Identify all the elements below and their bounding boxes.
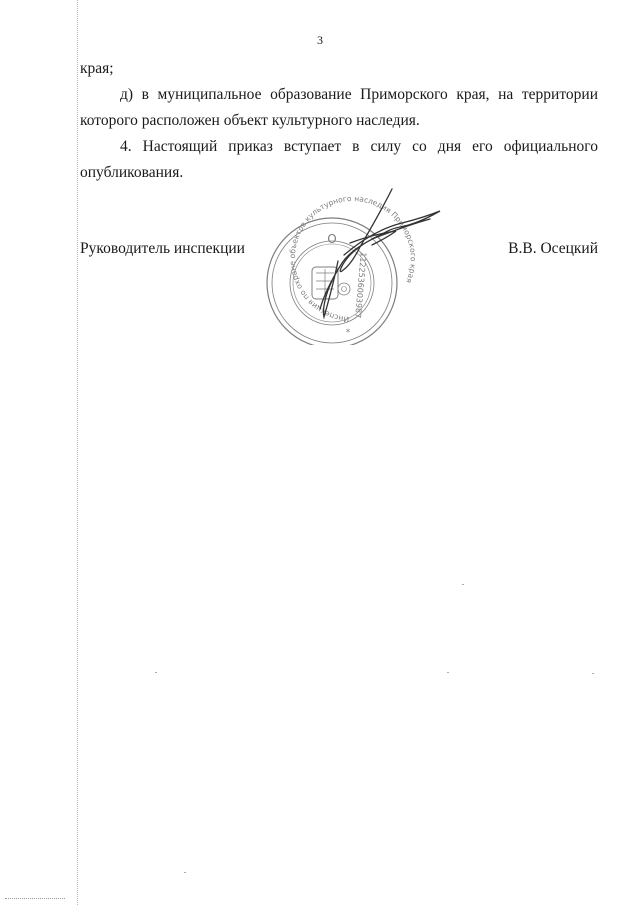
svg-text:О: О (327, 232, 337, 246)
footer-dotted-line (5, 898, 65, 899)
seal-inner-number: 1122536003987 (353, 251, 368, 319)
scan-speck (592, 673, 594, 674)
paragraph-item-d: д) в муниципальное образование Приморского края, на территории которого расположен объект культурного наследия. (80, 86, 598, 129)
scan-speck (462, 584, 464, 585)
seal-ring-text: Инспекция по охране объектов культурного наследия Приморского края (287, 193, 418, 324)
scan-speck (155, 672, 157, 673)
signatory-position: Руководитель инспекции (80, 240, 245, 257)
scan-speck (184, 872, 186, 873)
paragraph-item-4: 4. Настоящий приказ вступает в силу со дня его официального опубликования. (80, 138, 598, 181)
svg-text:*: * (345, 328, 351, 338)
page-number: 3 (317, 33, 323, 47)
signatory-name: В.В. Осецкий (508, 240, 598, 257)
official-seal (262, 185, 452, 345)
paragraph-continuation: края; (80, 60, 114, 77)
scan-speck (447, 672, 449, 673)
margin-line (77, 0, 78, 905)
